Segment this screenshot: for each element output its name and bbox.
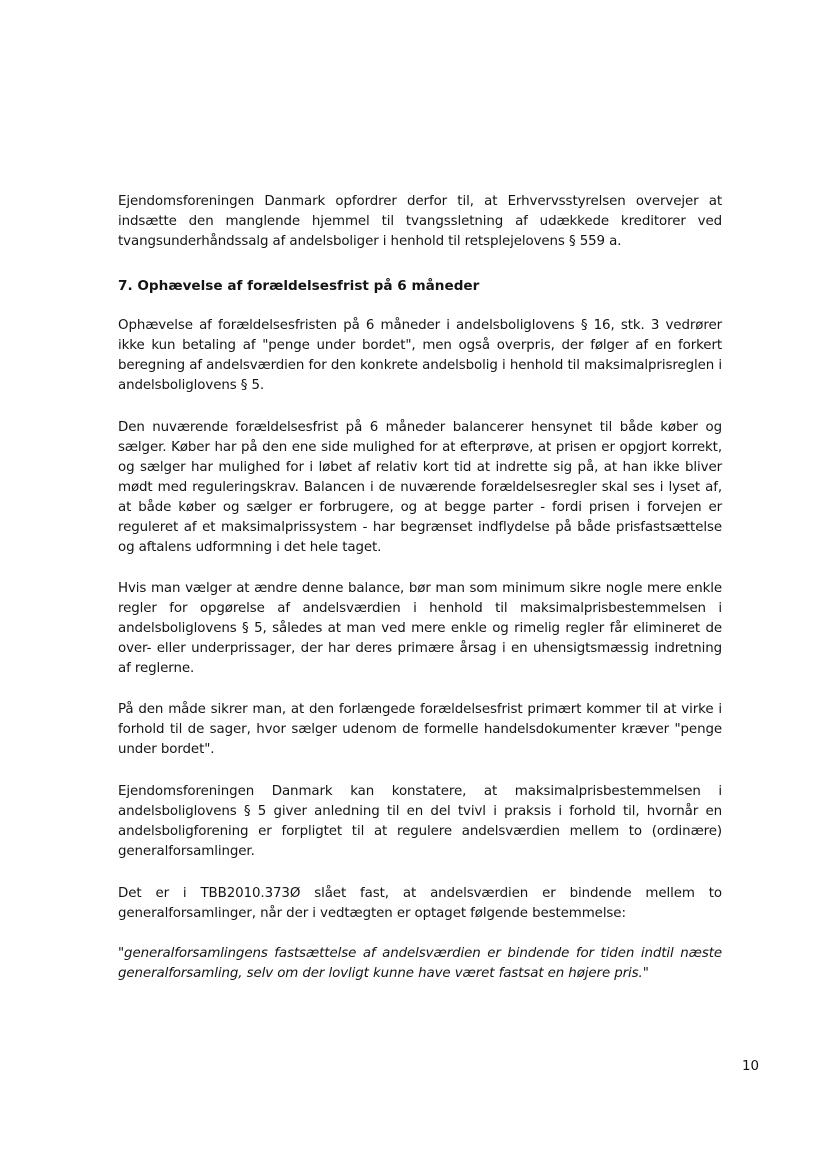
paragraph-repeal-description: Ophævelse af forældelsesfristen på 6 måneder i andelsboliglovens § 16, stk. 3 vedrører ikke kun betaling af "penge under bordet", men også overpris, der følger af en forkert beregning af andelsværdien for den konkrete andelsbolig i henhold til maksimalprisreglen i andelsboliglovens § 5. bbox=[118, 318, 722, 393]
paragraph-doubt-in-practice: Ejendomsforeningen Danmark kan konstatere, at maksimalprisbestemmelsen i andelsboliglovens § 5 giver anledning til en del tvivl i praksis i forhold til, hvornår en andelsboligforening er forpligtet til at regulere andelsværdien mellem to (ordinære) generalforsamlinger. bbox=[118, 784, 722, 859]
page-number: 10 bbox=[742, 1059, 760, 1074]
paragraph-current-balance: Den nuværende forældelsesfrist på 6 måneder balancerer hensynet til både køber og sælger. Køber har på den ene side mulighed for at efterprøve, at prisen er opgjort korrekt, og sælger har mulighed for i løbet af relativ kort tid at indrette sig på, at han ikke bliver mødt med reguleringskrav. Balancen i de nuværende forældelsesregler skal ses i lyset af, at både køber og sælger er forbrugere, og at begge parter - fordi prisen i forvejen er reguleret af et maksimalprissystem - har begrænset indflydelse på både prisfastsættelse og aftalens udformning i det hele taget. bbox=[118, 420, 722, 555]
quote-bylaws-provision: "generalforsamlingens fastsættelse af andelsværdien er bindende for tiden indtil næste generalforsamling, selv om der lovligt kunne have været fastsat en højere pris." bbox=[118, 946, 722, 981]
paragraph-change-balance: Hvis man vælger at ændre denne balance, bør man som minimum sikre nogle mere enkle regler for opgørelse af andelsværdien i henhold til maksimalprisbestemmelsen i andelsboliglovens § 5, således at man ved mere enkle og rimelig regler får elimineret de over- eller underprissager, der har deres primære årsag i en uhensigtsmæssig indretning af reglerne. bbox=[118, 581, 722, 676]
paragraph-tbb-ruling: Det er i TBB2010.373Ø slået fast, at andelsværdien er bindende mellem to generalforsamlinger, når der i vedtægten er optaget følgende bestemmelse: bbox=[118, 886, 722, 921]
section-heading-7: 7. Ophævelse af forældelsesfrist på 6 måneder bbox=[118, 278, 480, 294]
paragraph-extended-limitation: På den måde sikrer man, at den forlængede forældelsesfrist primært kommer til at virke i forhold til de sager, hvor sælger udenom de formelle handelsdokumenter kræver "penge under bordet". bbox=[118, 702, 722, 757]
paragraph-recommendation: Ejendomsforeningen Danmark opfordrer derfor til, at Erhvervsstyrelsen overvejer at indsætte den manglende hjemmel til tvangssletning af udækkede kreditorer ved tvangsunderhåndssalg af andelsboliger i henhold til retsplejelovens § 559 a. bbox=[118, 194, 722, 249]
